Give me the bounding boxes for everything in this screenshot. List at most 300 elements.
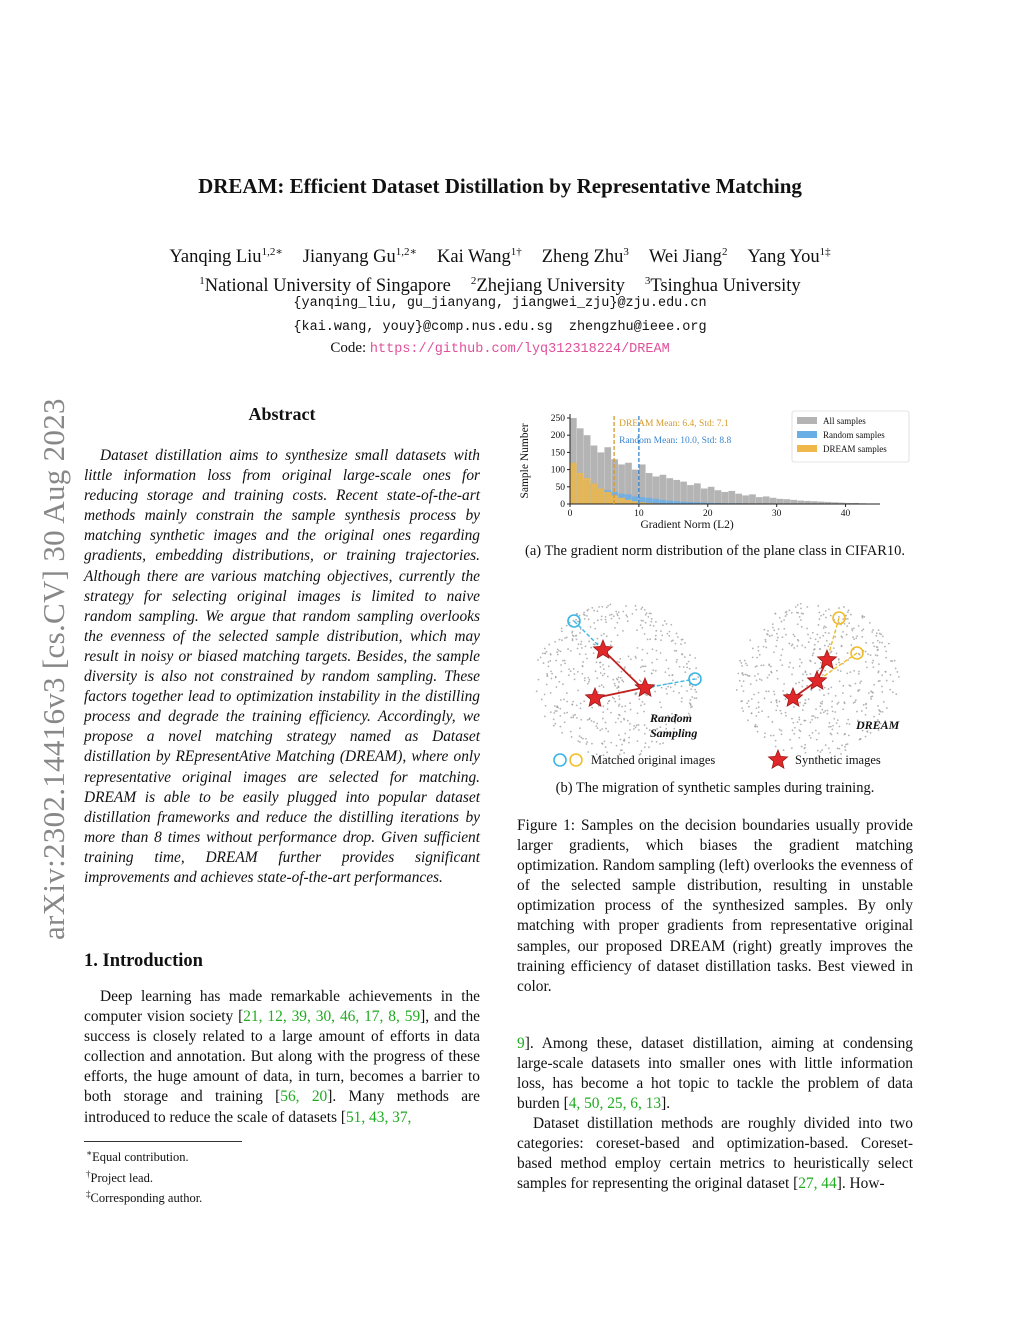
data-point	[878, 709, 880, 711]
data-point	[759, 654, 761, 656]
data-point	[799, 665, 801, 667]
data-point	[804, 744, 806, 746]
data-point	[672, 679, 674, 681]
data-point	[694, 697, 696, 699]
data-point	[668, 635, 670, 637]
data-point	[559, 708, 561, 710]
x-tick-label: 10	[634, 509, 644, 519]
footnote: ‡Corresponding author.	[86, 1189, 203, 1206]
data-point	[605, 619, 607, 621]
data-point	[817, 641, 819, 643]
data-point	[628, 737, 630, 739]
data-point	[753, 694, 755, 696]
body-text: ]. How-	[836, 1175, 885, 1193]
data-point	[614, 627, 616, 629]
data-point	[801, 686, 803, 688]
citation-link[interactable]: 56, 20	[280, 1088, 328, 1106]
data-point	[629, 702, 631, 704]
data-point	[546, 651, 548, 653]
data-point	[884, 646, 886, 648]
data-point	[870, 654, 872, 656]
data-point	[695, 691, 697, 693]
data-point	[855, 699, 857, 701]
data-point	[620, 677, 622, 679]
data-point	[690, 688, 692, 690]
data-point	[574, 678, 576, 680]
data-point	[757, 646, 759, 648]
data-point	[892, 691, 894, 693]
data-point	[827, 713, 829, 715]
data-point	[684, 642, 686, 644]
data-point	[744, 660, 746, 662]
data-point	[681, 701, 683, 703]
data-point	[649, 612, 651, 614]
data-point	[636, 629, 638, 631]
data-point	[877, 646, 879, 648]
right-paragraph-2	[517, 1114, 913, 1194]
data-point	[677, 636, 679, 638]
legend-swatch	[797, 417, 817, 424]
data-point	[582, 666, 584, 668]
data-point	[876, 632, 878, 634]
data-point	[755, 715, 757, 717]
scatter-points	[536, 603, 900, 759]
data-point	[806, 674, 808, 676]
data-point	[779, 710, 781, 712]
data-point	[794, 727, 796, 729]
data-point	[572, 701, 574, 703]
data-point	[591, 707, 593, 709]
data-point	[618, 686, 620, 688]
y-tick-label: 50	[555, 482, 565, 493]
data-point	[621, 706, 623, 708]
data-point	[545, 705, 547, 707]
author-sup: 1†	[510, 246, 522, 258]
data-point	[772, 627, 774, 629]
data-point	[602, 743, 604, 745]
data-point	[550, 670, 552, 672]
data-point	[859, 682, 861, 684]
data-point	[850, 644, 852, 646]
histogram-bar	[591, 483, 598, 504]
data-point	[841, 645, 843, 647]
data-point	[826, 640, 828, 642]
data-point	[820, 702, 822, 704]
data-point	[821, 709, 823, 711]
data-point	[640, 680, 642, 682]
data-point	[739, 660, 741, 662]
data-point	[689, 654, 691, 656]
data-point	[771, 635, 773, 637]
data-point	[824, 632, 826, 634]
data-point	[583, 612, 585, 614]
data-point	[607, 708, 609, 710]
data-point	[878, 629, 880, 631]
data-point	[642, 649, 644, 651]
data-point	[570, 670, 572, 672]
data-point	[581, 647, 583, 649]
data-point	[543, 662, 545, 664]
data-point	[691, 696, 693, 698]
data-point	[646, 694, 648, 696]
data-point	[788, 643, 790, 645]
footnote-sup: †	[86, 1168, 91, 1179]
citation-link[interactable]: 27, 44	[798, 1175, 837, 1193]
data-point	[785, 612, 787, 614]
data-point	[821, 749, 823, 751]
data-point	[847, 743, 849, 745]
data-point	[818, 733, 820, 735]
data-point	[819, 648, 821, 650]
data-point	[676, 661, 678, 663]
data-point	[861, 630, 863, 632]
data-point	[823, 625, 825, 627]
x-tick-label: 30	[771, 509, 782, 519]
citation-link[interactable]: 21, 12, 39, 30, 46, 17, 8, 59	[243, 1008, 421, 1026]
footnote: ∗Equal contribution.	[86, 1148, 189, 1165]
data-point	[641, 665, 643, 667]
author-list	[0, 240, 1000, 269]
data-point	[646, 612, 648, 614]
data-point	[828, 693, 830, 695]
data-point	[789, 739, 791, 741]
histogram-bar	[784, 499, 791, 504]
data-point	[861, 710, 863, 712]
x-tick-label: 40	[840, 509, 851, 519]
data-point	[743, 680, 745, 682]
data-point	[758, 711, 760, 713]
code-label: Code:	[330, 340, 367, 356]
data-point	[666, 633, 668, 635]
data-point	[675, 650, 677, 652]
data-point	[690, 699, 692, 701]
data-point	[846, 672, 848, 674]
data-point	[643, 711, 645, 713]
data-point	[871, 631, 873, 633]
data-point	[850, 685, 852, 687]
data-point	[748, 700, 750, 702]
data-point	[601, 606, 603, 608]
data-point	[674, 650, 676, 652]
data-point	[586, 741, 588, 743]
data-point	[606, 606, 608, 608]
data-point	[763, 629, 765, 631]
data-point	[846, 625, 848, 627]
data-point	[764, 736, 766, 738]
data-point	[607, 731, 609, 733]
data-point	[580, 707, 582, 709]
data-point	[544, 715, 546, 717]
data-point	[885, 657, 887, 659]
citation-link[interactable]: 9	[517, 1035, 525, 1052]
data-point	[817, 605, 819, 607]
data-point	[622, 681, 624, 683]
data-point	[773, 735, 775, 737]
data-point	[585, 653, 587, 655]
data-point	[600, 666, 602, 668]
data-point	[779, 729, 781, 731]
author-sup: 3	[623, 246, 629, 258]
data-point	[573, 673, 575, 675]
data-point	[593, 622, 595, 624]
data-point	[832, 725, 834, 727]
data-point	[819, 637, 821, 639]
author-sup: 1,2∗	[261, 246, 283, 258]
synthetic-star	[818, 650, 837, 668]
data-point	[746, 664, 748, 666]
data-point	[684, 656, 686, 658]
data-point	[870, 732, 872, 734]
data-point	[582, 661, 584, 663]
data-point	[614, 683, 616, 685]
data-point	[756, 680, 758, 682]
data-point	[760, 665, 762, 667]
data-point	[603, 686, 605, 688]
data-point	[587, 683, 589, 685]
data-point	[779, 617, 781, 619]
data-point	[575, 619, 577, 621]
data-point	[655, 670, 657, 672]
data-point	[822, 635, 824, 637]
data-point	[850, 695, 852, 697]
data-point	[838, 616, 840, 618]
data-point	[555, 660, 557, 662]
data-point	[668, 668, 670, 670]
data-point	[660, 630, 662, 632]
data-point	[596, 723, 598, 725]
data-point	[835, 664, 837, 666]
data-point	[785, 698, 787, 700]
data-point	[829, 643, 831, 645]
data-point	[594, 628, 596, 630]
data-point	[597, 691, 599, 693]
data-point	[765, 641, 767, 643]
data-point	[579, 727, 581, 729]
data-point	[843, 701, 845, 703]
data-point	[688, 661, 690, 663]
histogram-bar	[701, 489, 708, 504]
data-point	[816, 739, 818, 741]
affiliation: $^1$National University of Singapore	[199, 275, 451, 297]
data-point	[546, 675, 548, 677]
data-point	[757, 731, 759, 733]
data-point	[622, 611, 624, 613]
histogram-bar	[763, 496, 770, 504]
data-point	[786, 614, 788, 616]
affiliation-sup: 3	[644, 275, 651, 288]
data-point	[832, 740, 834, 742]
data-point	[770, 701, 772, 703]
data-point	[759, 678, 761, 680]
histogram-bar	[625, 500, 632, 504]
data-point	[808, 698, 810, 700]
data-point	[586, 743, 588, 745]
data-point	[781, 621, 783, 623]
data-point	[834, 711, 836, 713]
data-point	[627, 720, 629, 722]
data-point	[664, 620, 666, 622]
data-point	[838, 658, 840, 660]
data-point	[799, 658, 801, 660]
data-point	[586, 615, 588, 617]
data-point	[896, 671, 898, 673]
data-point	[614, 701, 616, 703]
data-point	[756, 665, 758, 667]
data-point	[878, 670, 880, 672]
data-point	[636, 692, 638, 694]
data-point	[544, 652, 546, 654]
affiliation-sup: 2	[470, 275, 477, 288]
data-point	[869, 622, 871, 624]
histogram-bar	[742, 495, 749, 504]
data-point	[839, 726, 841, 728]
data-point	[618, 690, 620, 692]
data-point	[582, 738, 584, 740]
data-point	[770, 671, 772, 673]
data-point	[620, 721, 622, 723]
data-point	[607, 703, 609, 705]
figure-1-caption: Figure 1: Samples on the decision boundaries usually provide larger gradients, which biases the gradient matching optimization. Random sampling (left) overlooks the evenness of of the selected sample distribution, resulting in unstable optimization process of the synthesized samples. By only matching with proper gradients from representative original samples, our proposed DREAM (right) greatly improves the training efficiency of dataset distillation tasks. Best viewed in color.	[517, 817, 913, 995]
data-point	[838, 748, 840, 750]
data-point	[883, 701, 885, 703]
data-point	[879, 642, 881, 644]
data-point	[852, 630, 854, 632]
data-point	[558, 650, 560, 652]
data-point	[613, 698, 615, 700]
data-point	[616, 678, 618, 680]
arxiv-stamp	[6, 350, 71, 940]
data-point	[572, 630, 574, 632]
data-point	[583, 700, 585, 702]
data-point	[618, 714, 620, 716]
data-point	[645, 614, 647, 616]
data-point	[587, 677, 589, 679]
data-point	[597, 619, 599, 621]
data-point	[885, 671, 887, 673]
data-point	[628, 656, 630, 658]
data-point	[604, 673, 606, 675]
data-point	[554, 723, 556, 725]
data-point	[894, 660, 896, 662]
data-point	[737, 673, 739, 675]
mean-annotation: Random Mean: 10.0, Std: 8.8	[619, 436, 732, 446]
data-point	[810, 673, 812, 675]
data-point	[640, 608, 642, 610]
data-point	[795, 683, 797, 685]
data-point	[548, 666, 550, 668]
data-point	[813, 715, 815, 717]
data-point	[604, 740, 606, 742]
data-point	[812, 732, 814, 734]
y-tick-label: 100	[550, 465, 565, 476]
author-name: Yanqing Liu$^{1,2∗}$	[169, 246, 283, 268]
data-point	[830, 726, 832, 728]
data-point	[555, 686, 557, 688]
data-point	[862, 617, 864, 619]
data-point	[756, 726, 758, 728]
data-point	[593, 721, 595, 723]
data-point	[765, 647, 767, 649]
data-point	[615, 611, 617, 613]
data-point	[560, 699, 562, 701]
data-point	[622, 630, 624, 632]
data-point	[608, 665, 610, 667]
data-point	[584, 680, 586, 682]
data-point	[602, 718, 604, 720]
data-point	[823, 614, 825, 616]
data-point	[617, 615, 619, 617]
data-point	[656, 650, 658, 652]
data-point	[686, 663, 688, 665]
histogram-bar	[756, 497, 763, 504]
data-point	[617, 634, 619, 636]
citation-link[interactable]: 4, 50, 25, 6, 13	[568, 1095, 662, 1113]
data-point	[853, 628, 855, 630]
data-point	[605, 722, 607, 724]
data-point	[886, 707, 888, 709]
legend-label: DREAM samples	[823, 444, 887, 454]
data-point	[792, 643, 794, 645]
x-tick-label: 0	[567, 509, 573, 519]
data-point	[602, 675, 604, 677]
data-point	[825, 617, 827, 619]
citation-link[interactable]: 51, 43, 37,	[345, 1108, 412, 1126]
data-point	[584, 614, 586, 616]
data-point	[881, 674, 883, 676]
data-point	[845, 744, 847, 746]
data-point	[895, 693, 897, 695]
data-point	[593, 652, 595, 654]
data-point	[865, 661, 867, 663]
data-point	[878, 713, 880, 715]
data-point	[881, 691, 883, 693]
data-point	[589, 679, 591, 681]
data-point	[892, 680, 894, 682]
data-point	[815, 730, 817, 732]
data-point	[879, 633, 881, 635]
affiliation: $^3$Tsinghua University	[644, 275, 801, 297]
data-point	[537, 659, 539, 661]
data-point	[579, 735, 581, 737]
data-point	[573, 635, 575, 637]
data-point	[782, 649, 784, 651]
data-point	[585, 738, 587, 740]
histogram-bar	[770, 498, 777, 504]
data-point	[792, 722, 794, 724]
data-point	[768, 663, 770, 665]
data-point	[619, 739, 621, 741]
data-point	[661, 687, 663, 689]
data-point	[836, 653, 838, 655]
data-point	[824, 687, 826, 689]
author-sup: 1,2∗	[395, 246, 418, 258]
data-point	[689, 702, 691, 704]
data-point	[817, 750, 819, 752]
data-point	[822, 674, 824, 676]
data-point	[638, 698, 640, 700]
data-point	[814, 644, 816, 646]
intro-text: Deep learning has made remarkable achievements in the computer vision society [	[84, 988, 480, 1026]
histogram-bar	[660, 500, 667, 504]
data-point	[882, 635, 884, 637]
data-point	[871, 691, 873, 693]
data-point	[603, 668, 605, 670]
data-point	[681, 697, 683, 699]
code-link[interactable]: https://github.com/lyq312318224/DREAM	[369, 342, 670, 357]
data-point	[800, 619, 802, 621]
data-point	[767, 716, 769, 718]
data-point	[610, 644, 612, 646]
